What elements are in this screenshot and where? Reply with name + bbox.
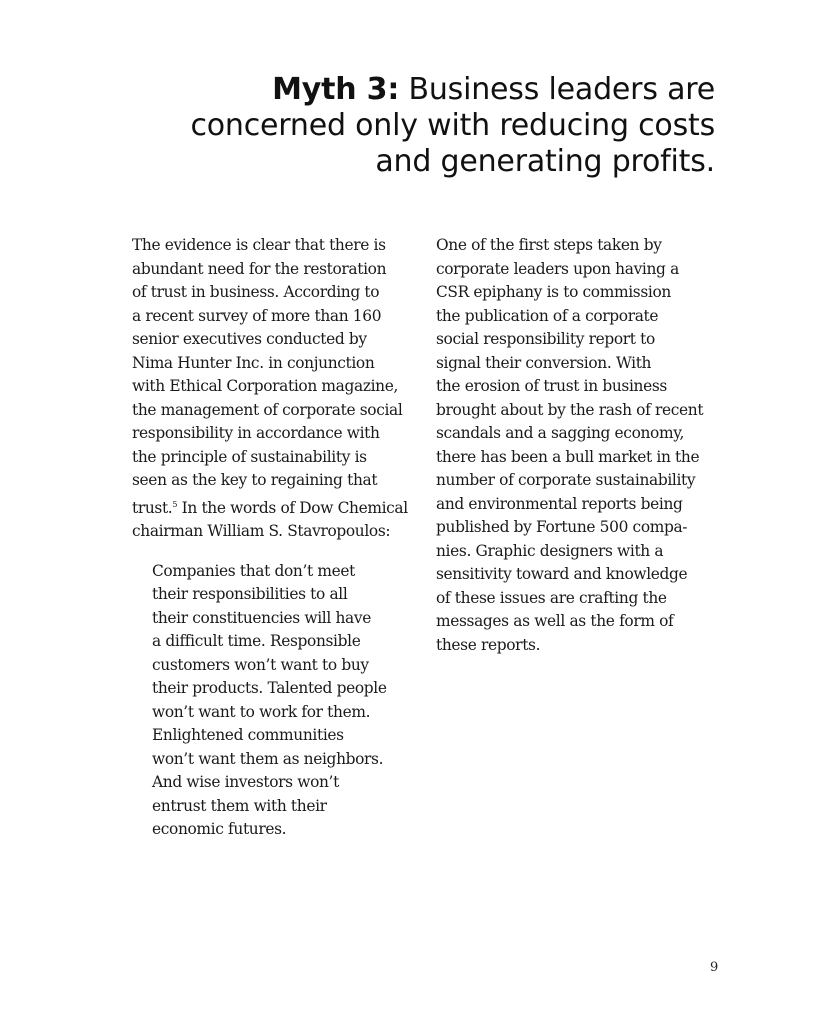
text-line: brought about by the rash of recent xyxy=(436,400,704,419)
text-line: responsibility in accordance with xyxy=(132,424,380,442)
text-line: a recent survey of more than 160 xyxy=(132,306,382,325)
quote-line: Companies that don’t meet xyxy=(152,561,355,580)
text-line: signal their conversion. With xyxy=(436,353,652,372)
quote-line: economic futures. xyxy=(152,820,287,838)
myth-label: Myth 3: xyxy=(272,72,400,107)
text-line: with Ethical Corporation magazine, xyxy=(132,377,399,395)
text-line: senior executives conducted by xyxy=(132,330,367,348)
heading-line-2: concerned only with reducing costs xyxy=(190,108,715,143)
footnote-marker: 5 xyxy=(172,499,178,509)
left-column xyxy=(132,234,422,842)
text-line: One of the first steps taken by xyxy=(436,236,662,254)
quote-line: customers won’t want to buy xyxy=(152,655,369,674)
text-line: the publication of a corporate xyxy=(436,306,659,325)
right-column xyxy=(436,234,726,657)
text-line: The evidence is clear that there is xyxy=(132,236,386,254)
heading-line-3: and generating profits. xyxy=(375,144,715,179)
text-line: abundant need for the restoration xyxy=(132,259,387,278)
text-line: published by Fortune 500 compa- xyxy=(436,518,688,536)
text-line: scandals and a sagging economy, xyxy=(436,424,685,442)
text-line: these reports. xyxy=(436,635,541,654)
page-number: 9 xyxy=(710,960,719,975)
text-line: and environmental reports being xyxy=(436,494,683,513)
quote-line: entrust them with their xyxy=(152,796,327,815)
text-line: chairman William S. Stavropoulos: xyxy=(132,522,391,540)
text-fragment: In the words of Dow Chemical xyxy=(177,498,408,517)
text-line: social responsibility report to xyxy=(436,330,655,348)
text-line: the management of corporate social xyxy=(132,400,403,419)
text-line: there has been a bull market in the xyxy=(436,447,700,466)
text-line xyxy=(132,493,422,521)
quote-line: a difficult time. Responsible xyxy=(152,632,361,650)
block-quote xyxy=(132,560,422,842)
text-line: messages as well as the form of xyxy=(436,612,674,630)
text-line: number of corporate sustainability xyxy=(436,471,696,489)
csr-report-paragraph xyxy=(436,234,726,657)
text-line: corporate leaders upon having a xyxy=(436,259,679,278)
quote-line: Enlightened communities xyxy=(152,726,344,744)
text-fragment: trust. xyxy=(132,498,173,517)
intro-paragraph xyxy=(132,234,422,544)
section-heading xyxy=(115,72,715,180)
text-line: the erosion of trust in business xyxy=(436,377,667,395)
heading-line-1: Business leaders are xyxy=(399,72,715,107)
quote-line: their constituencies will have xyxy=(152,608,371,627)
quote-line: won’t want them as neighbors. xyxy=(152,749,384,768)
quote-line: their responsibilities to all xyxy=(152,585,348,603)
text-line: the principle of sustainability is xyxy=(132,447,367,466)
quote-line: their products. Talented people xyxy=(152,679,387,697)
quote-line: And wise investors won’t xyxy=(152,773,339,791)
text-line: nies. Graphic designers with a xyxy=(436,541,664,560)
text-line: of trust in business. According to xyxy=(132,283,380,301)
text-line: seen as the key to regaining that xyxy=(132,471,378,489)
text-line: CSR epiphany is to commission xyxy=(436,283,671,301)
text-line: Nima Hunter Inc. in conjunction xyxy=(132,353,375,372)
text-line: of these issues are crafting the xyxy=(436,588,667,607)
text-line: sensitivity toward and knowledge xyxy=(436,565,688,583)
quote-line: won’t want to work for them. xyxy=(152,702,371,721)
